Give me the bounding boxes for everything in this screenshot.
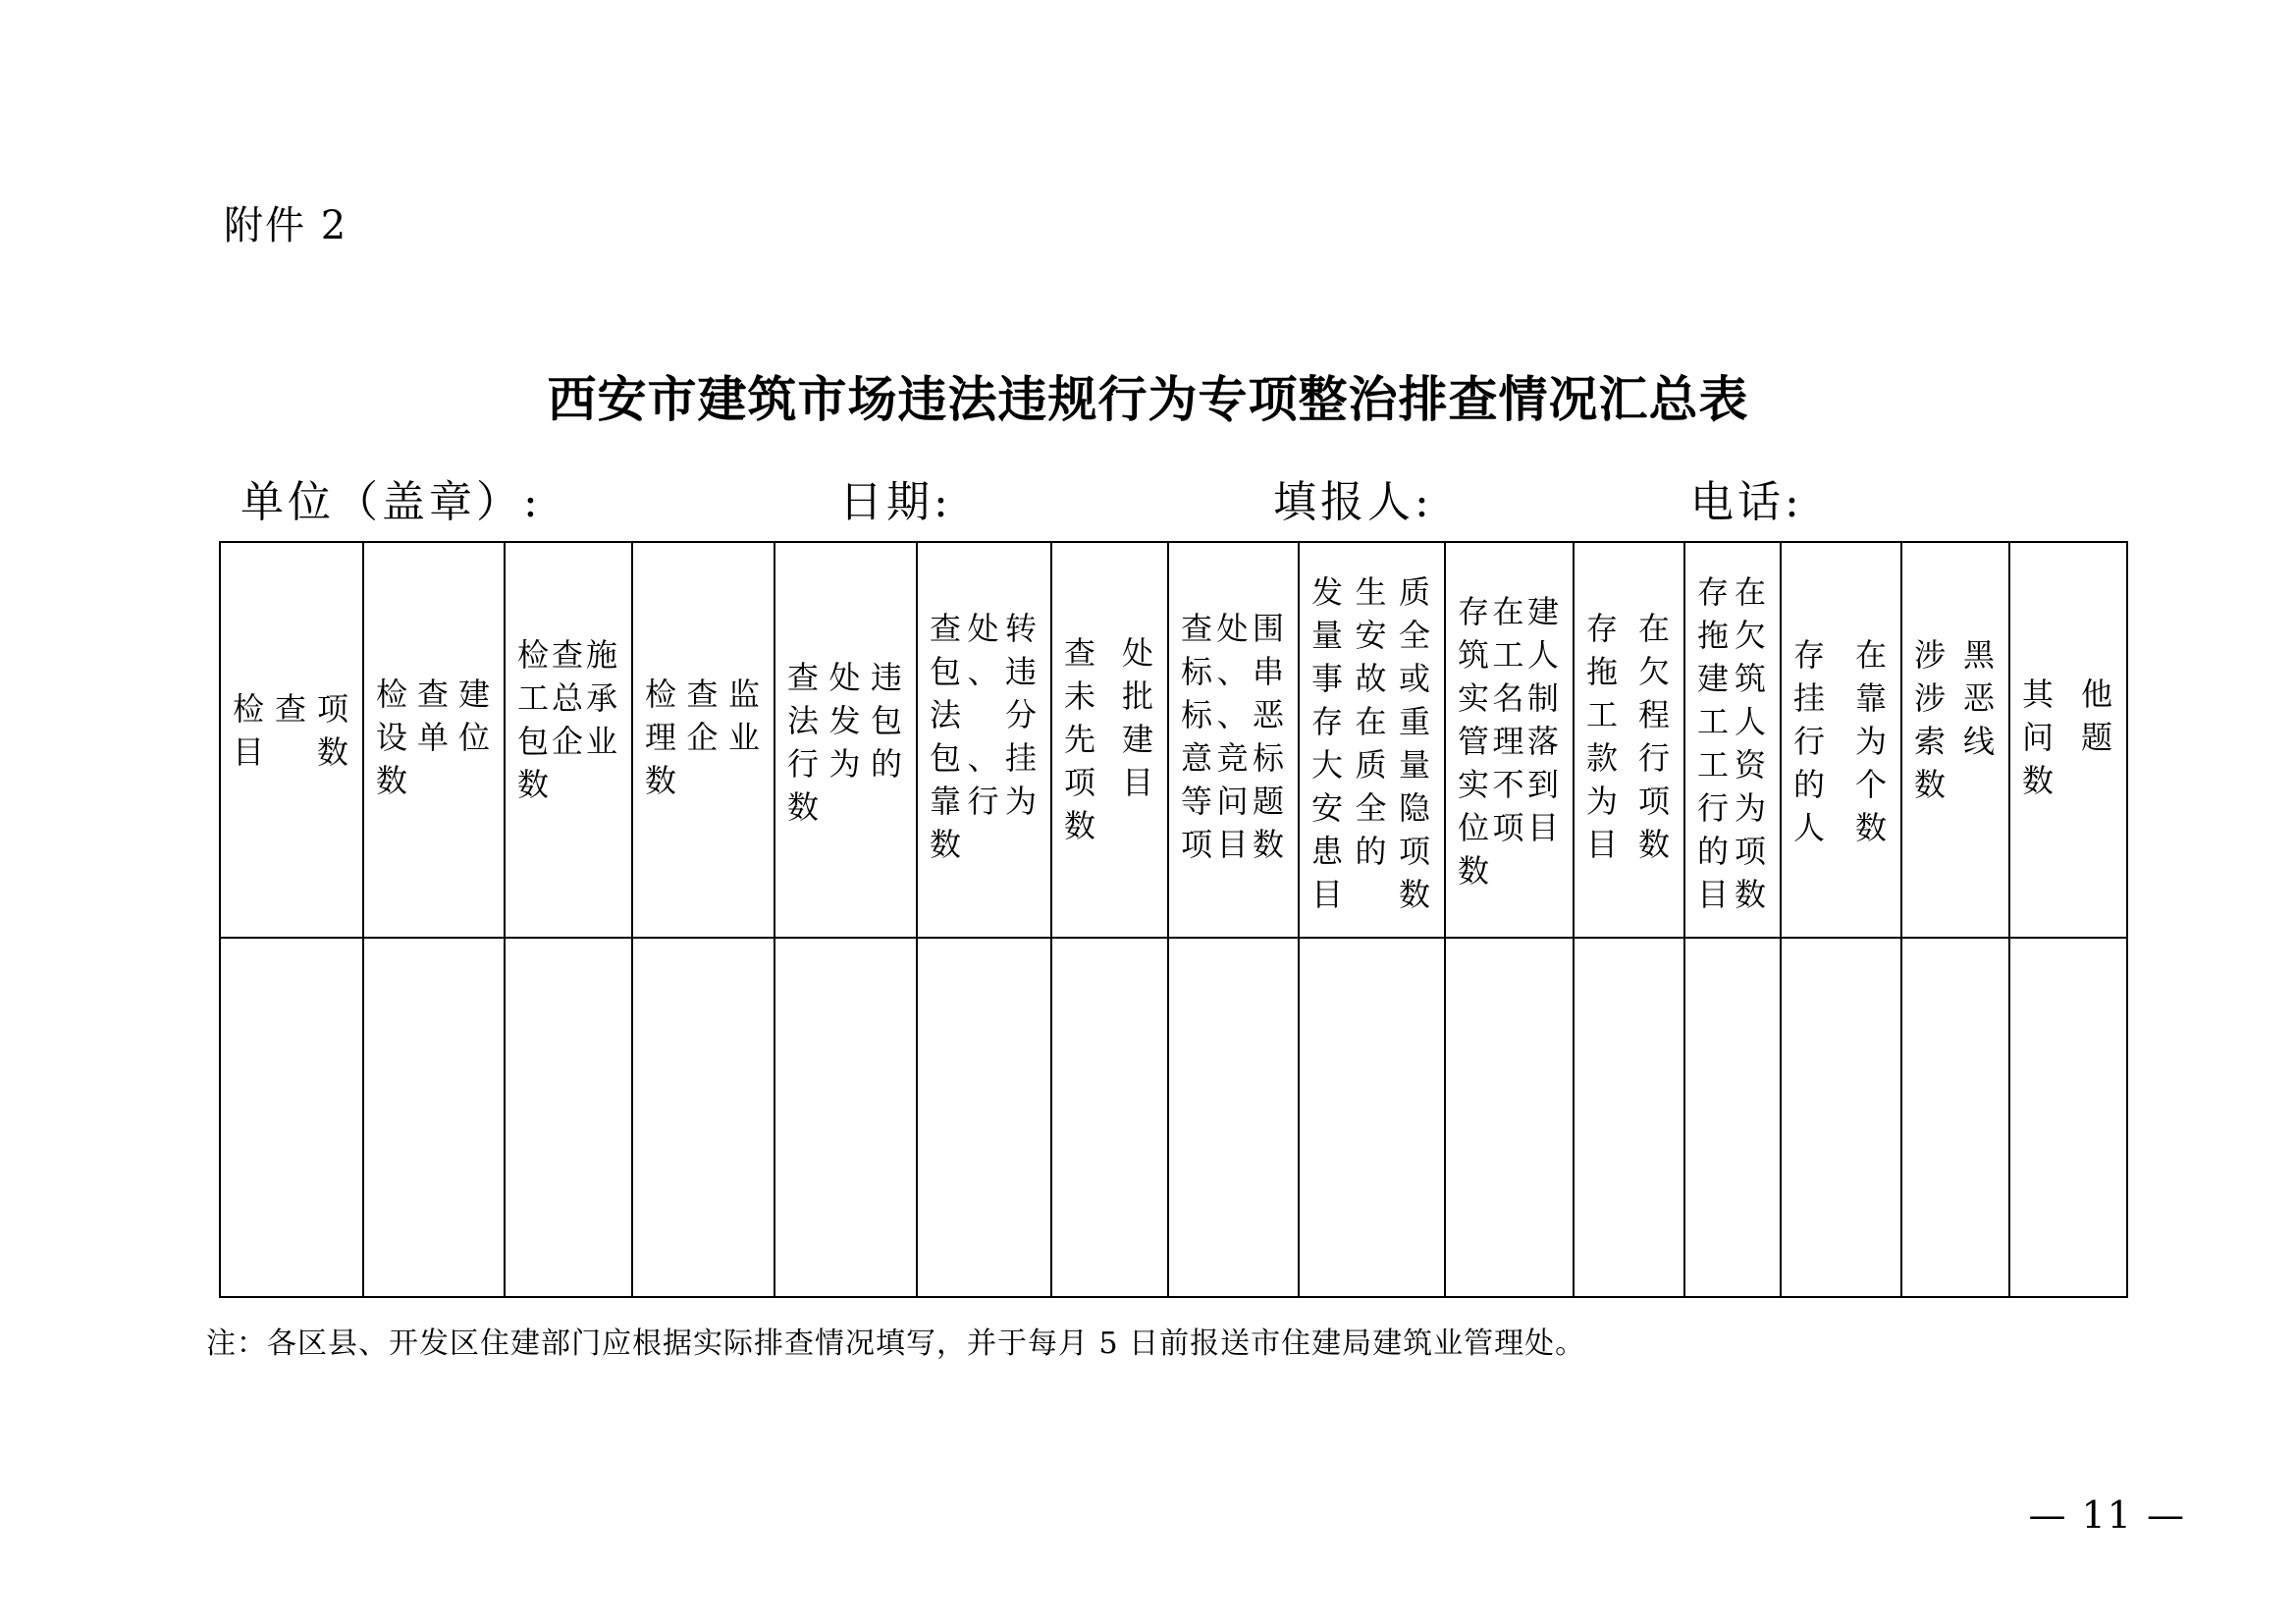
- phone-field-label: 电话:: [1690, 477, 1803, 527]
- header-cell: 其他问题数: [2009, 542, 2127, 938]
- summary-table: [219, 541, 2128, 1298]
- table-cell[interactable]: [632, 938, 774, 1297]
- table-row: [220, 938, 2127, 1297]
- footnote: 注：各区县、开发区住建部门应根据实际排查情况填写，并于每月 5 日前报送市住建局建筑业管理处。: [206, 1326, 1586, 1361]
- header-cell: 查处未批先建项目数: [1051, 542, 1168, 938]
- table-cell[interactable]: [1168, 938, 1299, 1297]
- table-cell[interactable]: [1781, 938, 1901, 1297]
- header-cell: 检查施工总承包企业数: [505, 542, 632, 938]
- header-row: [220, 542, 2127, 938]
- table-cell[interactable]: [774, 938, 917, 1297]
- header-cell: 存在拖欠建筑工人工资行为的项目数: [1684, 542, 1781, 938]
- header-cell: 查处转包、违法分包、挂靠行为数: [917, 542, 1051, 938]
- attachment-label: 附件 2: [224, 203, 348, 248]
- header-cell: 发生质量安全事故或存在重大质量安全隐患的项目数: [1299, 542, 1445, 938]
- table-cell[interactable]: [1051, 938, 1168, 1297]
- unit-field-label: 单位（盖章）:: [240, 477, 542, 527]
- header-cell: 查处违法发包行为的数: [774, 542, 917, 938]
- table-cell[interactable]: [1901, 938, 2009, 1297]
- table-cell[interactable]: [1684, 938, 1781, 1297]
- header-cell: 存在挂靠行为的个人数: [1781, 542, 1901, 938]
- header-cell: 检查项目数: [220, 542, 363, 938]
- document-title: 西安市建筑市场违法违规行为专项整治排查情况汇总表: [547, 370, 1749, 428]
- table-cell[interactable]: [505, 938, 632, 1297]
- table-cell[interactable]: [220, 938, 363, 1297]
- table-cell[interactable]: [1574, 938, 1684, 1297]
- filler-field-label: 填报人:: [1273, 477, 1433, 527]
- table-cell[interactable]: [2009, 938, 2127, 1297]
- header-cell: 涉黑涉恶索线数: [1901, 542, 2009, 938]
- table-cell[interactable]: [1299, 938, 1445, 1297]
- date-field-label: 日期:: [839, 477, 952, 527]
- header-cell: 查处围标、串标、恶意竞标等问题项目数: [1168, 542, 1299, 938]
- table-cell[interactable]: [363, 938, 505, 1297]
- header-cell: 检查建设单位数: [363, 542, 505, 938]
- table-cell[interactable]: [1445, 938, 1574, 1297]
- table-cell[interactable]: [917, 938, 1051, 1297]
- page-number: — 11 —: [2028, 1493, 2186, 1537]
- header-cell: 检查监理企业数: [632, 542, 774, 938]
- header-cell: 存在建筑工人实名制管理落实不到位项目数: [1445, 542, 1574, 938]
- header-cell: 存在拖欠工程款行为项目数: [1574, 542, 1684, 938]
